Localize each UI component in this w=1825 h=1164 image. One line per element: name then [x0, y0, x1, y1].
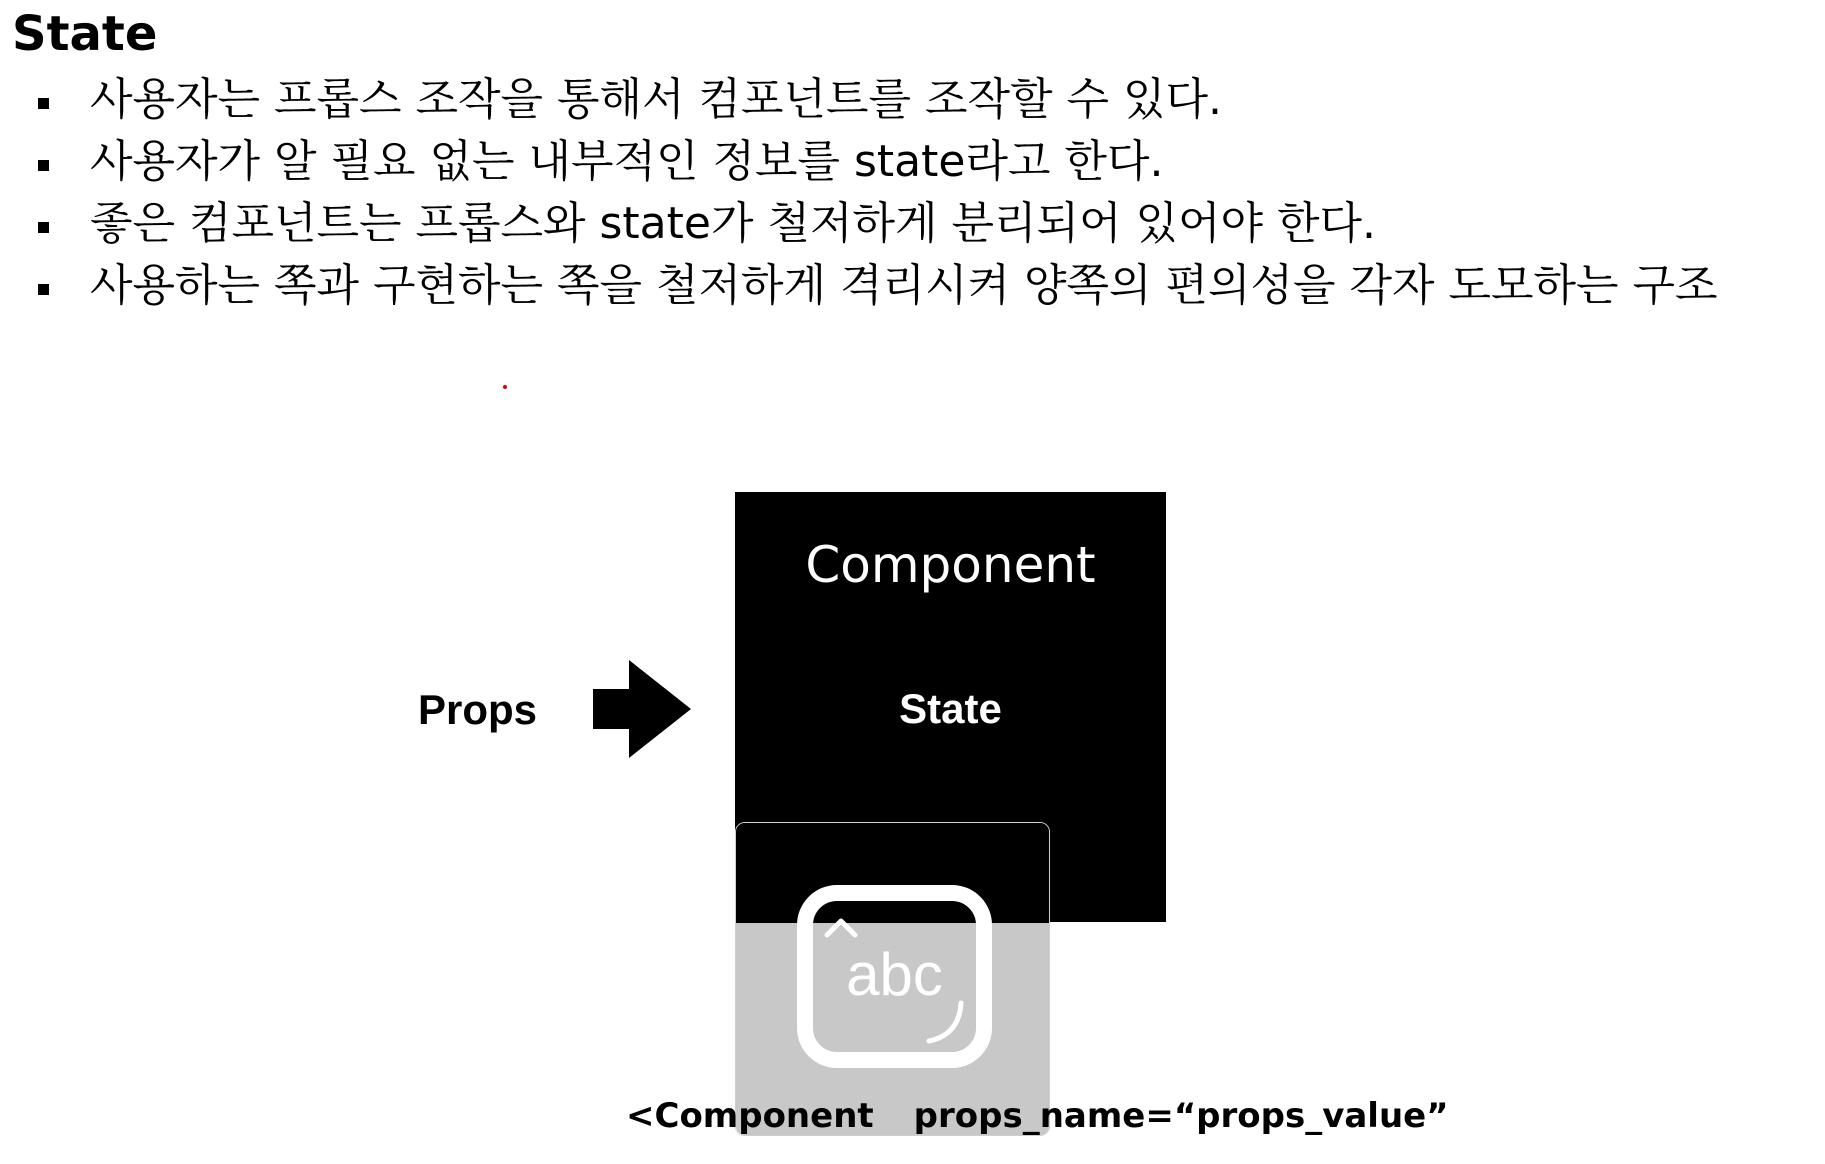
page-title: State: [12, 6, 158, 62]
bullet-text: 사용자가 알 필요 없는 내부적인 정보를 state라고 한다.: [90, 136, 1164, 187]
caption-tag: <Component: [626, 1096, 874, 1136]
bullet-text: 좋은 컴포넌트는 프롭스와 state가 철저하게 분리되어 있어야 한다.: [90, 198, 1376, 249]
state-label: State: [899, 685, 1002, 732]
component-label: Component: [805, 536, 1096, 594]
props-label: Props: [418, 686, 538, 733]
bullet-marker: [38, 160, 49, 171]
bullet-marker: [38, 284, 49, 295]
bullet-text: 사용자는 프롭스 조작을 통해서 컴포넌트를 조작할 수 있다.: [90, 74, 1222, 125]
bullet-text: 사용하는 쪽과 구현하는 쪽을 철저하게 격리시켜 양쪽의 편의성을 각자 도모하는 구조: [90, 260, 1718, 311]
keyboard-icon-label: abc: [846, 941, 943, 1008]
bullet-marker: [38, 98, 49, 109]
right-arrow-icon: [593, 660, 691, 758]
red-dot-mark: [503, 385, 507, 389]
caption-attribute: props_name=“props_value”: [913, 1096, 1449, 1136]
bullet-marker: [38, 222, 49, 233]
component-caption: [626, 1096, 1449, 1136]
